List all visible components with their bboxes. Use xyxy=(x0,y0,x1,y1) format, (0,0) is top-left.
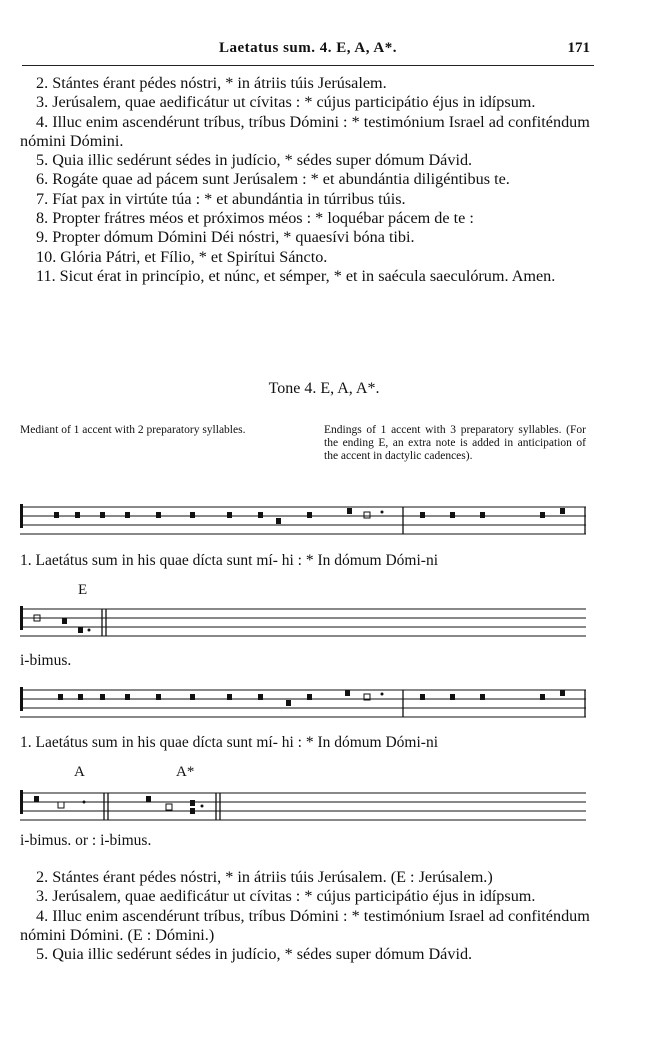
chant-staff-4 xyxy=(20,784,586,828)
verse: 3. Jerúsalem, quae aedificátur ut cívitas : * cújus participátio éjus in idípsum. xyxy=(36,93,536,112)
mediant-note: Mediant of 1 accent with 2 preparatory syllables. xyxy=(20,424,246,436)
chant-staff-1 xyxy=(20,498,586,542)
verse: 8. Propter frátres méos et próximos méos : * loquébar pácem de te : xyxy=(36,209,474,228)
verse: 9. Propter dómum Dómini Déi nóstri, * quaesívi bóna tibi. xyxy=(36,228,415,247)
verse: 2. Stántes érant pédes nóstri, * in átriis túis Jerúsalem. xyxy=(36,74,387,92)
endings-a-lyrics: i-bimus. or : i-bimus. xyxy=(20,832,152,849)
chant-staff-2 xyxy=(20,600,586,644)
page-number: 171 xyxy=(567,40,590,56)
ending-a-label: A xyxy=(74,764,85,780)
verse: 7. Fíat pax in virtúte túa : * et abundántia in túrribus túis. xyxy=(36,189,406,208)
psalm-verses-top xyxy=(20,74,592,286)
verse: 3. Jerúsalem, quae aedificátur ut cívitas : * cújus participátio éjus in idípsum. xyxy=(36,887,536,906)
verse: 5. Quia illic sedérunt sédes in judício, * sédes super dómum Dávid. xyxy=(36,151,473,170)
ending-e-lyrics: i-bimus. xyxy=(20,652,72,669)
verse: 11. Sicut érat in princípio, et núnc, et sémper, * et in saécula saeculórum. Amen. xyxy=(36,266,556,285)
tone-heading: Tone 4. E, A, A*. xyxy=(268,380,380,397)
chant-staff-3 xyxy=(20,681,586,725)
psalm-verses-bottom xyxy=(20,868,592,964)
header-title: Laetatus sum. 4. E, A, A*. xyxy=(218,40,398,56)
verse: 4. Illuc enim ascendérunt tríbus, tríbus Dómini : * testimónium Israel ad confiténdum nómini Dómini. (E : Dómini.) xyxy=(20,906,590,944)
chant-2-lyrics: 1. Laetátus sum in his quae dícta sunt mí- hi : * In dómum Dómi-ni xyxy=(20,734,439,751)
ending-e-label: E xyxy=(78,582,88,598)
verse: 4. Illuc enim ascendérunt tríbus, tríbus Dómini : * testimónium Israel ad confiténdum nómini Dómini. xyxy=(20,112,590,150)
running-header xyxy=(22,36,594,66)
chant-1-lyrics: 1. Laetátus sum in his quae dícta sunt mí- hi : * In dómum Dómi-ni xyxy=(20,552,439,569)
verse: 5. Quia illic sedérunt sédes in judício, * sédes super dómum Dávid. xyxy=(36,945,473,964)
endings-note: Endings of 1 accent with 3 preparatory syllables. (For the ending E, an extra note is added in anticipation of the accent in dactylic cadences). xyxy=(324,424,586,462)
verse: 2. Stántes érant pédes nóstri, * in átriis túis Jerúsalem. (E : Jerúsalem.) xyxy=(36,868,493,886)
verse: 10. Glória Pátri, et Fílio, * et Spirítui Sáncto. xyxy=(36,247,328,266)
verse: 6. Rogáte quae ad pácem sunt Jerúsalem : * et abundántia diligéntibus te. xyxy=(36,170,510,189)
ending-a-star-label: A* xyxy=(176,764,195,780)
